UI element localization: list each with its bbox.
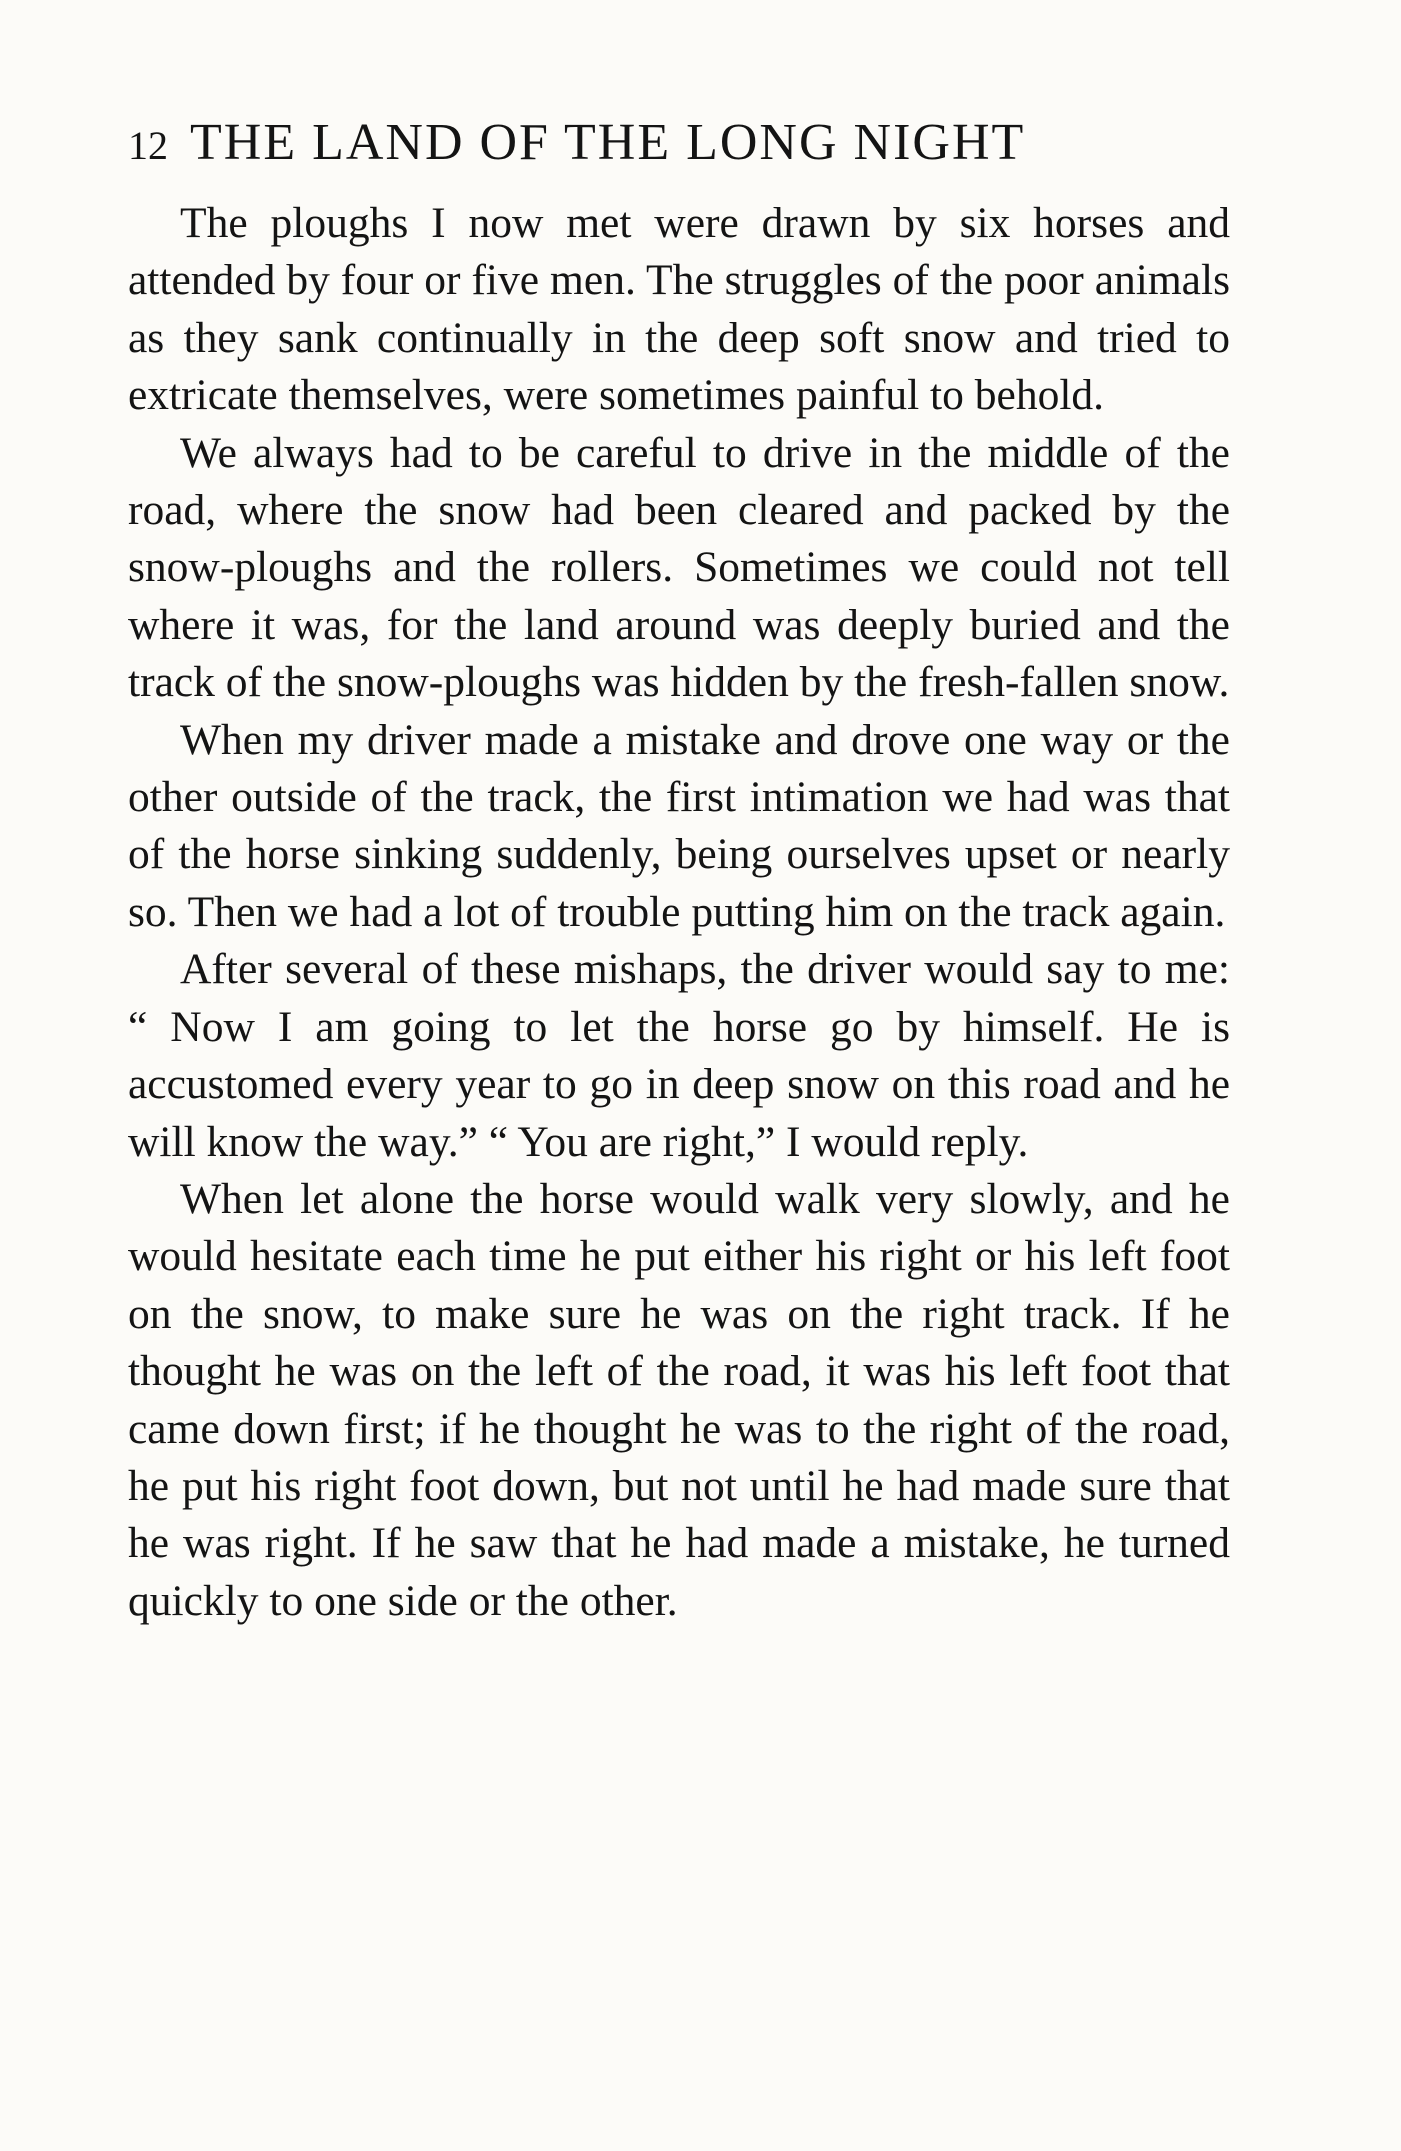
- running-header: [128, 108, 1213, 178]
- paragraph-5: When let alone the horse would walk very slowly, and he would hesitate each time he put either his right or his left foot on the snow, to make sure he was on the right track. If he thought he was on the left of the road, it was his left foot that came down first; if he thought he was to the right of the road, he put his right foot down, but not until he had made sure that he was right. If he saw that he had made a mistake, he turned quickly to one side or the other.: [128, 1174, 1230, 1625]
- page-number: 12: [128, 123, 168, 168]
- page-body: [128, 195, 1230, 1630]
- paragraph-2: We always had to be careful to drive in the middle of the road, where the snow had been cleared and packed by the snow-ploughs and the rollers. Sometimes we could not tell where it was, for the land around was deeply buried and the track of the snow-ploughs was hidden by the fresh-fallen snow.: [128, 428, 1230, 707]
- paragraph-3: When my driver made a mistake and drove one way or the other outside of the track, the first intimation we had was that of the horse sinking suddenly, being ourselves upset or nearly so. Then we had a lot of trouble putting him on the track again.: [128, 715, 1230, 936]
- running-title: THE LAND OF THE LONG NIGHT: [190, 114, 1026, 171]
- paragraph-4: After several of these mishaps, the driver would say to me: “ Now I am going to let the horse go by himself. He is accustomed every year to go in deep snow on this road and he will know the way.” “ You are right,” I would reply.: [128, 945, 1230, 1166]
- paragraph-1: The ploughs I now met were drawn by six horses and attended by four or five men. The struggles of the poor animals as they sank continually in the deep soft snow and tried to extricate themselves, were sometimes painful to behold.: [128, 199, 1230, 420]
